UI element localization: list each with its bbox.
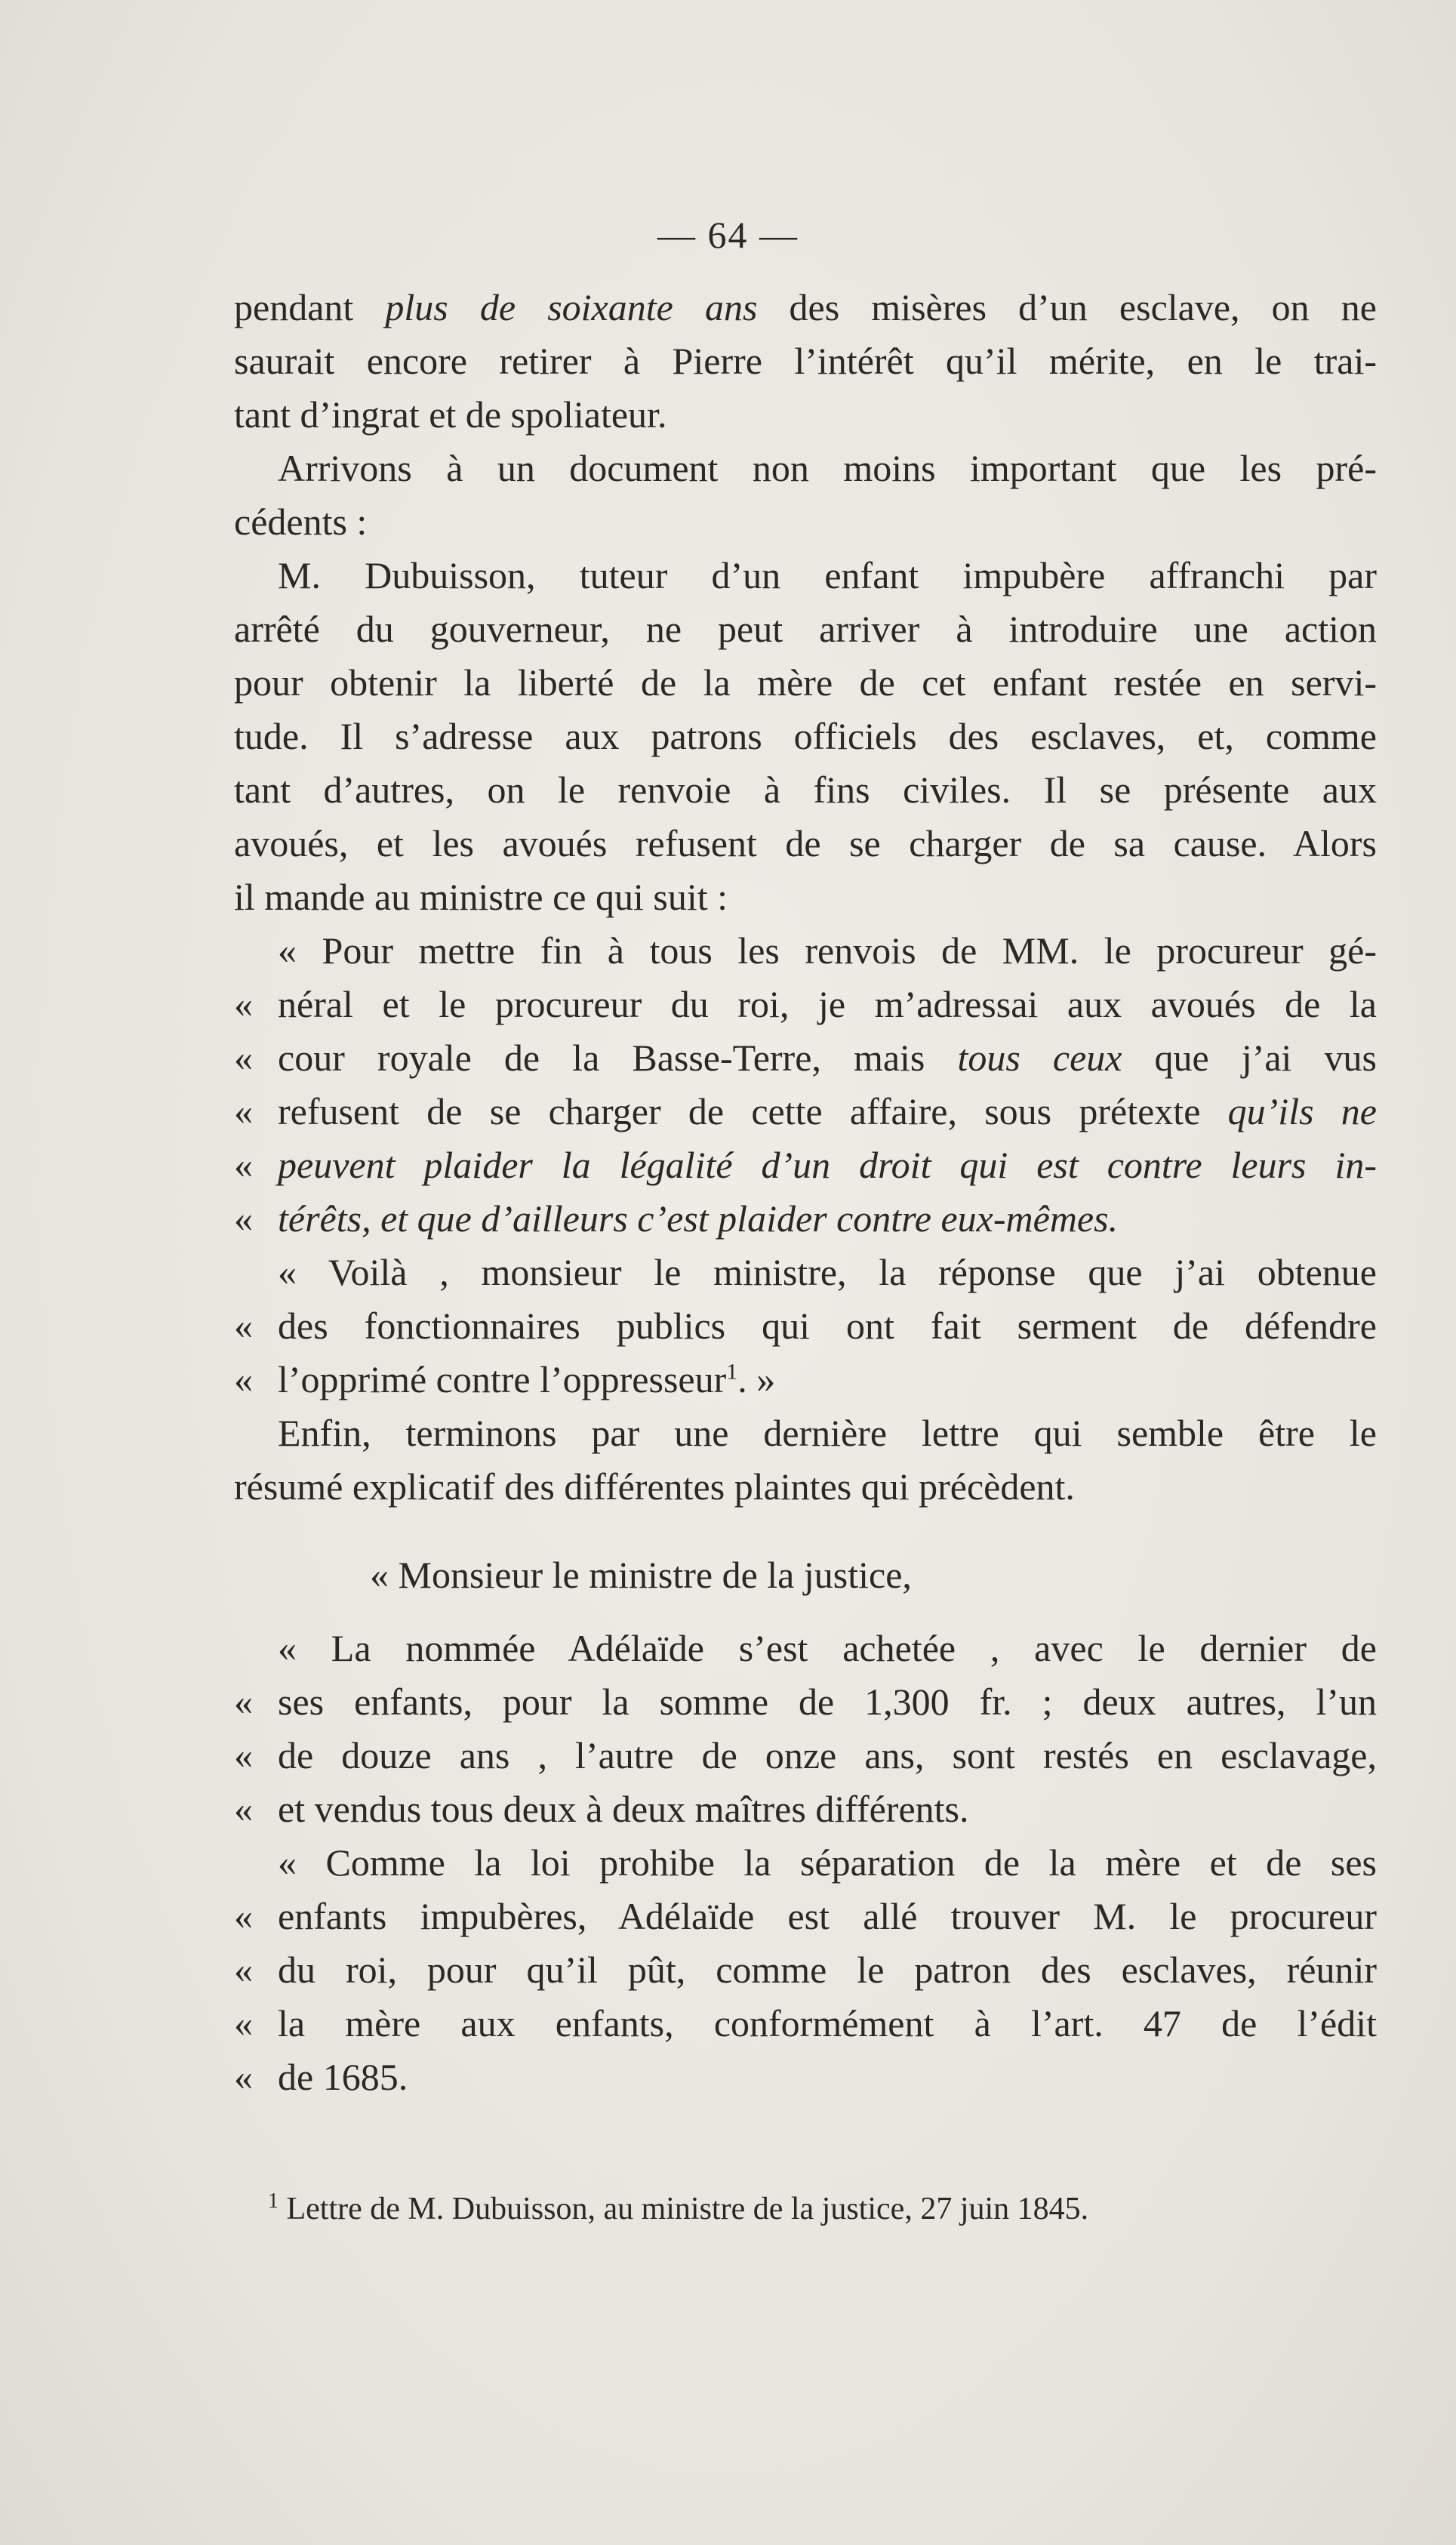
text-line: résumé explicatif des différentes plaintes qui précèdent. xyxy=(234,1465,1075,1508)
letter-salutation: « Monsieur le ministre de la justice, xyxy=(370,1554,912,1596)
spacer xyxy=(234,1602,1377,1622)
letter-line: « de 1685. xyxy=(234,2050,1377,2104)
letter-line: « La nommée Adélaïde s’est achetée , avec le dernier de xyxy=(278,1627,1377,1669)
letter-line: « enfants impubères, Adélaïde est allé trouver M. le procureur xyxy=(234,1890,1377,1943)
letter-line: « ses enfants, pour la somme de 1,300 fr. ; deux autres, l’un xyxy=(234,1675,1377,1729)
spacer xyxy=(234,1514,1377,1548)
italic-phrase: térêts, et que d’ailleurs c’est plaider contre eux-mêmes. xyxy=(278,1197,1119,1240)
quote-line: « néral et le procureur du roi, je m’adressai aux avoués de la xyxy=(234,978,1377,1031)
text-line: pour obtenir la liberté de la mère de cet enfant restée en servi- xyxy=(234,661,1377,704)
letter-line: « Comme la loi prohibe la séparation de la mère et de ses xyxy=(278,1841,1377,1884)
quote-mark: « xyxy=(234,1305,253,1347)
text-line: avoués, et les avoués refusent de se charger de sa cause. Alors xyxy=(234,822,1377,864)
text-line: Enfin, terminons par une dernière lettre qui semble être le xyxy=(278,1412,1377,1454)
text-line: saurait encore retirer à Pierre l’intérêt qu’il mérite, en le trai- xyxy=(234,340,1377,382)
italic-phrase: qu’ils ne xyxy=(1227,1090,1377,1132)
italic-phrase: tous ceux xyxy=(957,1037,1122,1079)
letter-line: « et vendus tous deux à deux maîtres différents. xyxy=(234,1782,1377,1836)
italic-phrase: plus de soixante ans xyxy=(385,286,758,328)
quote-mark: « xyxy=(234,1681,253,1723)
footnote xyxy=(268,2188,1370,2230)
quote-line: « Voilà , monsieur le ministre, la réponse que j’ai obtenue xyxy=(278,1251,1377,1293)
quote-line: « des fonctionnaires publics qui ont fait serment de défendre xyxy=(234,1299,1377,1353)
footnote-ref: 1 xyxy=(726,1359,738,1385)
quote-mark: « xyxy=(234,1788,253,1830)
text-line: pendant plus de soixante ans des misères d’un esclave, on ne xyxy=(234,286,1377,328)
page-number: — 64 — xyxy=(657,214,799,256)
quote-line: « refusent de se charger de cette affaire, sous prétexte qu’ils ne xyxy=(234,1085,1377,1138)
footnote-marker: 1 xyxy=(268,2189,279,2213)
letter-line: « la mère aux enfants, conformément à l’art. 47 de l’édit xyxy=(234,1997,1377,2050)
quote-line xyxy=(234,1138,1377,1192)
quote-mark: « xyxy=(234,1144,253,1186)
letter-line: « de douze ans , l’autre de onze ans, sont restés en esclavage, xyxy=(234,1729,1377,1782)
quote-line: « Pour mettre fin à tous les renvois de MM. le procureur gé- xyxy=(278,929,1377,972)
quote-mark: « xyxy=(234,983,253,1025)
quote-mark: « xyxy=(234,1949,253,1991)
quote-mark: « xyxy=(234,2056,253,2098)
quote-mark: « xyxy=(234,1037,253,1079)
text-line: tant d’ingrat et de spoliateur. xyxy=(234,393,667,436)
body-text xyxy=(234,281,1377,2104)
text-line: cédents : xyxy=(234,501,368,543)
quote-line: « cour royale de la Basse-Terre, mais tous ceux que j’ai vus xyxy=(234,1031,1377,1085)
quote-mark: « xyxy=(234,1197,253,1240)
quote-mark: « xyxy=(234,1734,253,1776)
text-line: Arrivons à un document non moins important que les pré- xyxy=(278,447,1377,489)
italic-phrase: peuvent plaider la légalité d’un droit qui est contre leurs in- xyxy=(278,1144,1377,1186)
text-line: tant d’autres, on le renvoie à fins civiles. Il se présente aux xyxy=(234,769,1377,811)
text-line: M. Dubuisson, tuteur d’un enfant impubère affranchi par xyxy=(278,554,1377,596)
text-line: il mande au ministre ce qui suit : xyxy=(234,876,728,918)
quote-mark: « xyxy=(234,2002,253,2044)
text-line: tude. Il s’adresse aux patrons officiels des esclaves, et, comme xyxy=(234,715,1377,757)
letter-line: « du roi, pour qu’il pût, comme le patron des esclaves, réunir xyxy=(234,1943,1377,1997)
quote-line: « l’opprimé contre l’oppresseur$^1$. » xyxy=(234,1353,1377,1407)
quote-mark: « xyxy=(234,1090,253,1132)
quote-line xyxy=(234,1192,1377,1246)
quote-mark: « xyxy=(234,1358,253,1400)
footnote-text: Lettre de M. Dubuisson, au ministre de la justice, 27 juin 1845. xyxy=(279,2192,1089,2226)
text-line: arrêté du gouverneur, ne peut arriver à introduire une action xyxy=(234,608,1377,650)
quote-mark: « xyxy=(234,1895,253,1937)
